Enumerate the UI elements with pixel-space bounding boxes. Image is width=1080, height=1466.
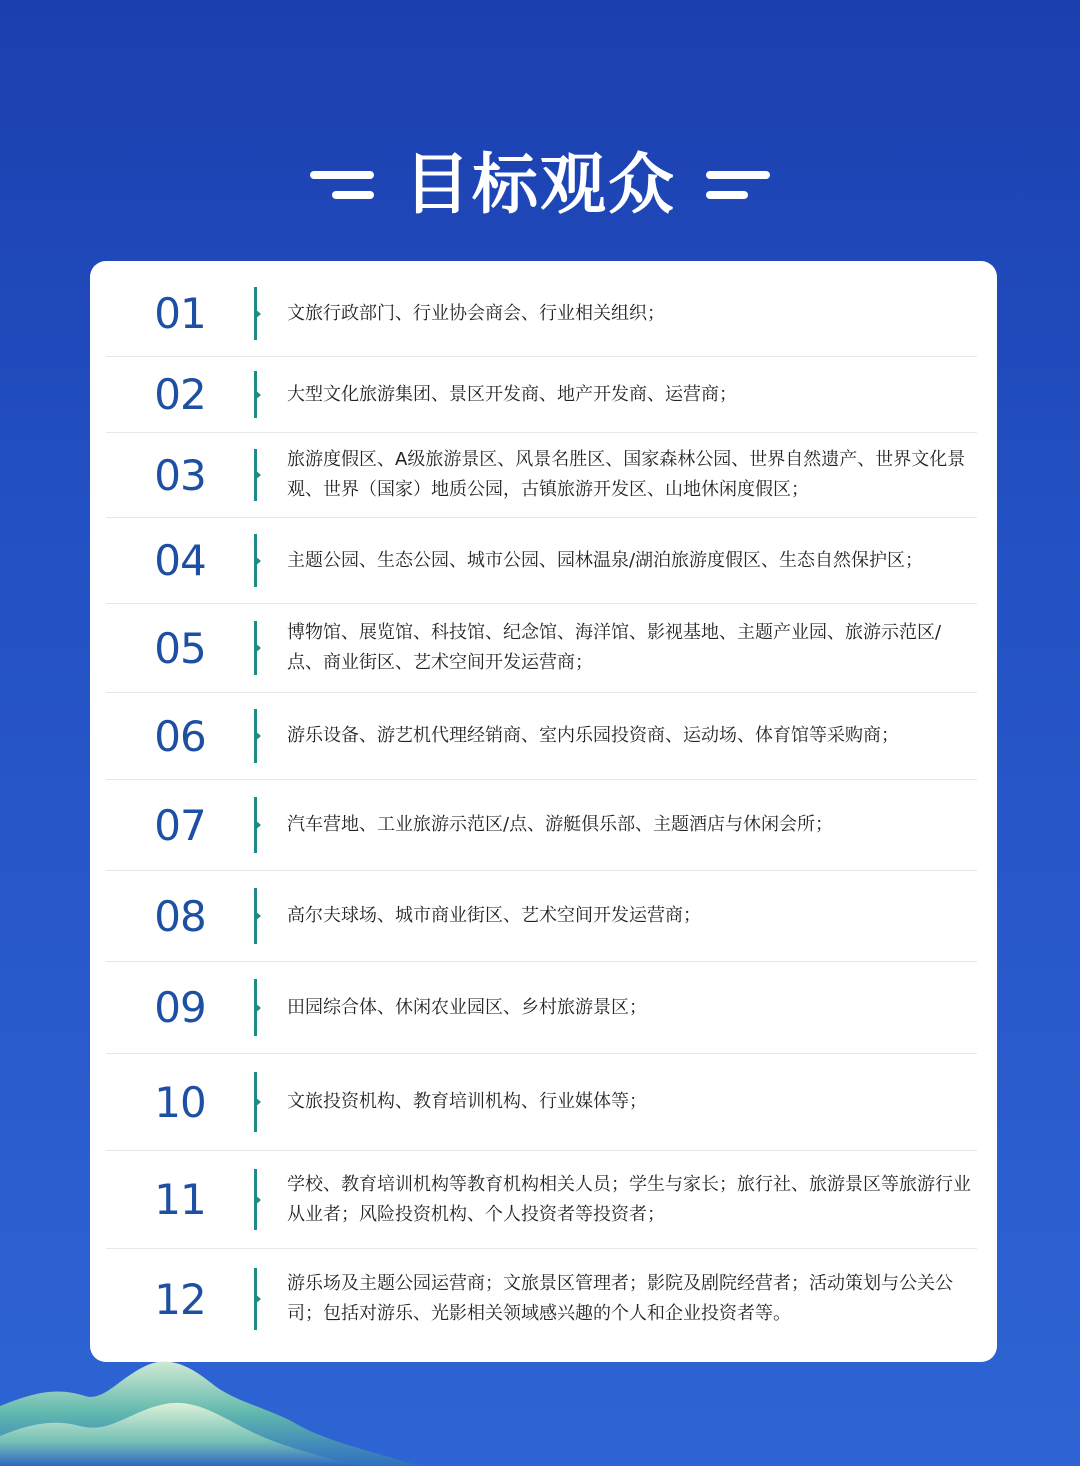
audience-list-card — [90, 261, 997, 1362]
divider-arrow-icon — [254, 709, 257, 762]
list-item — [106, 693, 977, 780]
list-item — [106, 604, 977, 693]
item-text: 学校、教育培训机构等教育机构相关人员；学生与家长；旅行社、旅游景区等旅游行业从业者；风险投资机构、个人投资者等投资者； — [287, 1173, 971, 1225]
item-number: 02 — [154, 370, 206, 419]
mountains-decoration-icon — [0, 1356, 420, 1466]
divider-arrow-icon — [254, 979, 257, 1035]
divider-arrow-icon — [254, 888, 257, 944]
page-title: 目标观众 — [404, 146, 676, 223]
list-item — [106, 1151, 977, 1249]
divider-arrow-icon — [254, 449, 257, 501]
list-item — [106, 518, 977, 604]
right-stripes-decoration-icon — [706, 165, 770, 205]
item-number: 09 — [154, 983, 206, 1032]
divider-arrow-icon — [254, 1072, 257, 1132]
left-stripes-decoration-icon — [310, 165, 374, 205]
item-text: 文旅行政部门、行业协会商会、行业相关组织； — [287, 302, 665, 324]
item-number: 03 — [154, 450, 206, 500]
divider-arrow-icon — [254, 1169, 257, 1229]
item-number: 11 — [154, 1175, 206, 1224]
item-text: 大型文化旅游集团、景区开发商、地产开发商、运营商； — [287, 383, 737, 405]
divider-arrow-icon — [254, 621, 257, 676]
page-header — [0, 140, 1080, 230]
divider-arrow-icon — [254, 371, 257, 418]
list-item — [106, 357, 977, 433]
item-text: 田园综合体、休闲农业园区、乡村旅游景区； — [287, 996, 647, 1018]
item-number: 05 — [154, 623, 206, 673]
item-number: 08 — [154, 891, 206, 941]
item-text: 高尔夫球场、城市商业街区、艺术空间开发运营商； — [287, 905, 701, 926]
item-text: 游乐场及主题公园运营商；文旅景区管理者；影院及剧院经营者；活动策划与公关公司；包括对游乐、光影相关领域感兴趣的个人和企业投资者等。 — [287, 1273, 953, 1324]
item-number: 06 — [154, 711, 206, 761]
list-item — [106, 1054, 977, 1151]
item-number: 04 — [154, 536, 206, 585]
list-item — [106, 271, 977, 357]
divider-arrow-icon — [254, 1268, 257, 1330]
item-number: 07 — [154, 800, 206, 850]
list-item — [106, 1249, 977, 1349]
divider-arrow-icon — [254, 534, 257, 587]
list-item — [106, 962, 977, 1054]
item-text: 游乐设备、游艺机代理经销商、室内乐园投资商、运动场、体育馆等采购商； — [287, 725, 899, 746]
divider-arrow-icon — [254, 797, 257, 853]
divider-arrow-icon — [254, 287, 257, 340]
item-number: 12 — [154, 1274, 206, 1324]
item-text: 旅游度假区、A级旅游景区、风景名胜区、国家森林公园、世界自然遗产、世界文化景观、世界（国家）地质公园，古镇旅游开发区、山地休闲度假区； — [287, 449, 966, 500]
list-item — [106, 433, 977, 518]
list-item — [106, 780, 977, 871]
item-text: 博物馆、展览馆、科技馆、纪念馆、海洋馆、影视基地、主题产业园、旅游示范区/点、商业街区、艺术空间开发运营商； — [287, 622, 942, 673]
item-number: 10 — [154, 1077, 206, 1127]
list-item — [106, 871, 977, 962]
item-text: 文旅投资机构、教育培训机构、行业媒体等； — [287, 1091, 647, 1112]
item-text: 汽车营地、工业旅游示范区/点、游艇俱乐部、主题酒店与休闲会所； — [287, 814, 834, 835]
item-text: 主题公园、生态公园、城市公园、园林温泉/湖泊旅游度假区、生态自然保护区； — [287, 549, 924, 571]
item-number: 01 — [154, 289, 206, 338]
